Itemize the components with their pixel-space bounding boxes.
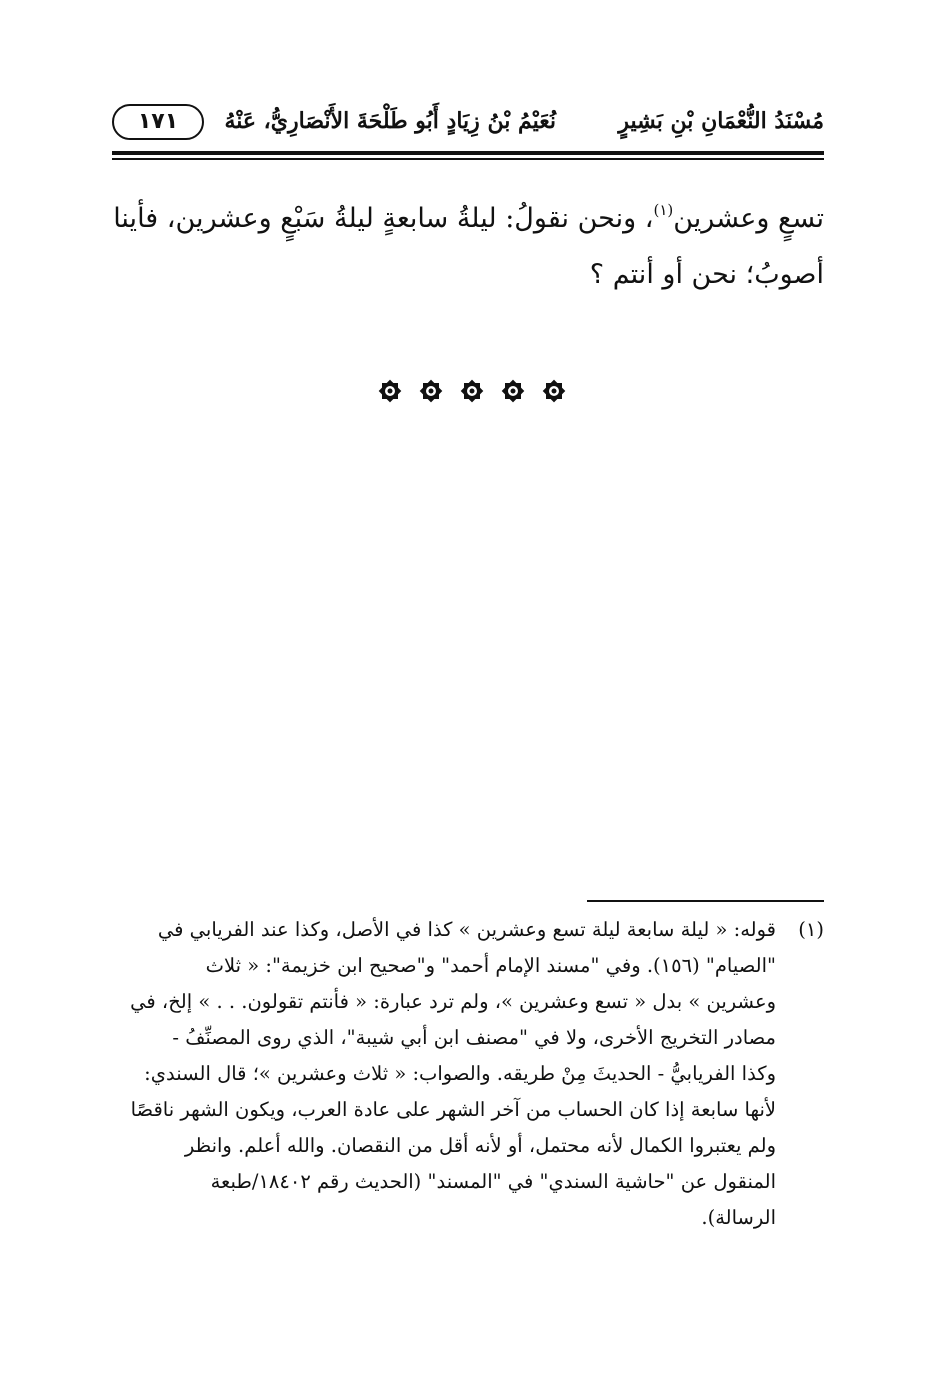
main-text	[112, 182, 824, 303]
star-ornament-icon	[415, 375, 447, 407]
body-line-2: أصوبُ؛ نحن أو أنتم ؟	[589, 259, 824, 290]
star-ornament-icon	[374, 375, 406, 407]
running-header	[112, 100, 824, 150]
body-line-1-end: ، ونحن نقولُ: ليلةُ سابعةٍ ليلةُ سَبْعٍ وعشرين، فأينا	[113, 203, 654, 234]
footnote-line: قوله: « ليلة سابعة ليلة تسع وعشرين » كذا في الأصل، وكذا عند الفريابي في	[157, 918, 776, 941]
footnote-number: (١)	[798, 918, 824, 941]
footnote-separator	[587, 900, 824, 902]
page-number: ١٧١	[112, 104, 204, 140]
body-line-1-start: تسعٍ وعشرين	[673, 203, 824, 234]
footnote-line: المنقول عن "حاشية السندي" في "المسند" (الحديث رقم ١٨٤٠٢/طبعة	[210, 1170, 776, 1193]
footnote-reference[interactable]: (١)	[653, 201, 674, 219]
star-ornament-icon	[538, 375, 570, 407]
footnote-line: وعشرين » بدل « تسع وعشرين »، ولم ترد عبارة: « فأنتم تقولون. . . » إلخ، في	[130, 990, 776, 1013]
star-ornament-icon	[456, 375, 488, 407]
body-line-1	[112, 182, 824, 247]
footnote-line: الرسالة).	[701, 1206, 776, 1229]
footnote-line: "الصيام" (١٥٦). وفي "مسند الإمام أحمد" و"صحيح ابن خزيمة": « ثلاث	[205, 954, 776, 977]
book-title: مُسْنَدُ النُّعْمَانِ بْنِ بَشِيرٍ	[618, 108, 824, 134]
footnote-line: وكذا الفريابيُّ - الحديثَ مِنْ طريقه. والصواب: « ثلاث وعشرين »؛ قال السندي:	[144, 1062, 776, 1085]
footnote-line: ولم يعتبروا الكمال لأنه محتمل، أو لأنه أقل من النقصان. والله أعلم. وانظر	[184, 1134, 776, 1157]
section-divider-ornament	[374, 375, 570, 407]
star-ornament-icon	[497, 375, 529, 407]
footnote-text	[112, 912, 776, 1236]
header-rule-thick	[112, 151, 824, 155]
footnote-line: مصادر التخريج الأخرى، ولا في "مصنف ابن أبي شيبة"، الذي روى المصنِّفُ -	[172, 1026, 776, 1049]
footnote-line: لأنها سابعة إذا كان الحساب من آخر الشهر على عادة العرب، ويكون الشهر ناقصًا	[130, 1098, 776, 1121]
header-rule-thin	[112, 158, 824, 160]
footnote-item	[112, 912, 824, 1236]
chapter-title: نُعَيْمُ بْنُ زِيَادٍ أَبُو طَلْحَةَ الأَنْصَارِيُّ، عَنْهُ	[224, 108, 556, 134]
footnotes	[112, 912, 824, 1236]
